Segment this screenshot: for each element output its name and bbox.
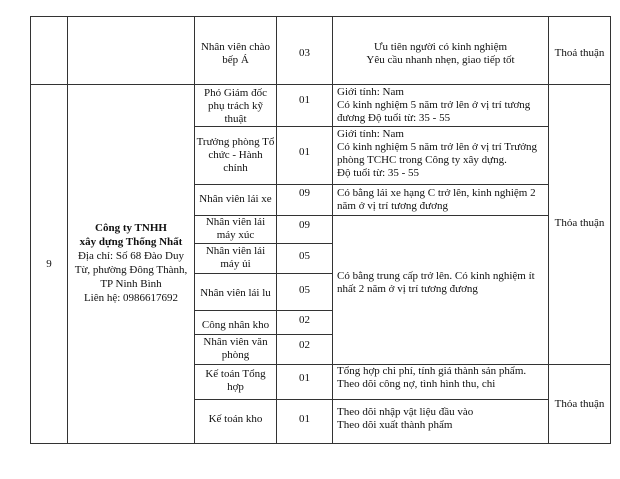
requirement-cell [337,365,547,391]
position-line: Nhân viên lái [205,216,266,228]
requirement-line: đương Độ tuổi từ: 35 - 55 [337,112,451,124]
company-address-line-1: Địa chỉ: Số 68 Đào Duy [77,250,184,262]
position-line: Nhân viên chào [200,41,271,53]
requirement-line: Theo dõi xuất thành phẩm [337,419,453,431]
company-address-line-3: TP Ninh Bình [100,278,162,290]
position-cell [195,368,276,394]
requirement-line: Theo dõi nhập vật liệu đầu vào [337,406,474,418]
company-name-line-1: Công ty TNHH [95,222,167,234]
requirement-line: Giới tính: Nam [337,128,404,140]
position-line: Công nhân kho [201,319,270,331]
position-line: thuật [224,113,247,125]
position-line: chính [223,162,248,174]
requirement-line: năm ở vị trí tương đương [337,200,448,212]
position-line: chức - Hành [208,149,263,161]
row-divider [194,184,548,185]
quantity-cell: 05 [299,284,310,296]
table-border-bottom [30,443,611,444]
requirement-line: Giới tính: Nam [337,86,404,98]
requirement-line: Theo dõi công nợ, tình hình thu, chi [337,378,496,390]
quantity-cell: 09 [299,187,310,199]
quantity-cell: 05 [299,250,310,262]
row-divider [30,84,611,85]
requirement-line: Có kinh nghiệm 5 năm trở lên ở vị trí tương [337,99,531,111]
salary-cell: Thỏa thuận [554,398,605,410]
company-info [68,221,194,305]
column-divider [548,16,549,444]
company-address-line-2: Từ, phường Đông Thành, [74,264,188,276]
row-divider [194,310,332,311]
position-line: bếp Á [222,54,249,66]
requirement-line: Ưu tiên người có kinh nghiệm [373,41,508,53]
position-cell [195,413,276,426]
row-divider [194,243,332,244]
requirement-line: Độ tuổi từ: 35 - 55 [337,167,420,179]
position-line: máy xúc [216,229,255,241]
table-border-right [610,16,611,444]
requirement-line: Tổng hợp chi phí, tính giá thành sản phẩm. [337,365,527,377]
quantity-cell: 01 [299,413,310,425]
quantity-cell: 01 [299,372,310,384]
requirement-line: Có bằng lái xe hạng C trở lên, kinh nghiệm 2 [337,187,536,199]
position-line: Nhân viên lái [205,245,266,257]
position-cell [195,216,276,242]
column-divider [332,16,333,444]
requirement-cell [337,187,547,213]
position-cell [195,87,276,126]
position-cell [195,41,276,67]
table-border-left [30,16,31,444]
position-line: Nhân viên văn [203,336,268,348]
table-border-top [30,16,611,17]
position-cell [195,319,276,332]
requirement-cell [337,128,547,180]
row-number: 9 [46,258,52,270]
quantity-cell: 01 [299,94,310,106]
position-line: Nhân viên lái lu [200,287,271,299]
position-line: phụ trách kỹ [208,100,263,112]
position-cell [195,136,276,175]
requirement-line: nhất 2 năm ở vị trí tương đương [337,283,478,295]
quantity-cell: 03 [299,47,310,59]
position-cell [195,287,276,300]
requirement-cell [333,41,548,67]
position-line: Kế toán Tổng [205,368,266,380]
row-divider [194,334,332,335]
salary-cell: Thỏa thuận [554,217,605,229]
quantity-cell: 01 [299,146,310,158]
company-name-line-2: xây dựng Thống Nhất [79,236,183,248]
requirement-line: Có kinh nghiệm 5 năm trở lên ở vị trí Trưởng [337,141,538,153]
requirement-cell [337,86,547,125]
merged-requirement-cell [337,270,547,296]
position-cell [195,193,276,206]
requirement-line: phòng TCHC trong Công ty xây dựng. [337,154,507,166]
row-divider [194,273,332,274]
company-contact: Liên hệ: 0986617692 [83,292,179,304]
row-divider [194,399,548,400]
row-divider [194,126,548,127]
quantity-cell: 02 [299,314,310,326]
position-line: máy ủi [220,258,251,270]
requirement-line: Có bằng trung cấp trở lên. Có kinh nghiệm ít [337,270,535,282]
quantity-cell: 09 [299,219,310,231]
position-line: Nhân viên lái xe [199,193,272,205]
position-cell [195,245,276,271]
position-line: Kế toán kho [208,413,263,425]
requirement-line: Yêu cầu nhanh nhẹn, giao tiếp tốt [366,54,515,66]
position-line: hợp [227,381,244,393]
quantity-cell: 02 [299,339,310,351]
position-line: phòng [221,349,250,361]
position-cell [195,336,276,362]
requirement-cell [337,406,547,432]
position-line: Trưởng phòng Tổ [196,136,275,148]
position-line: Phó Giám đốc [204,87,267,99]
salary-cell: Thoả thuận [554,47,605,59]
